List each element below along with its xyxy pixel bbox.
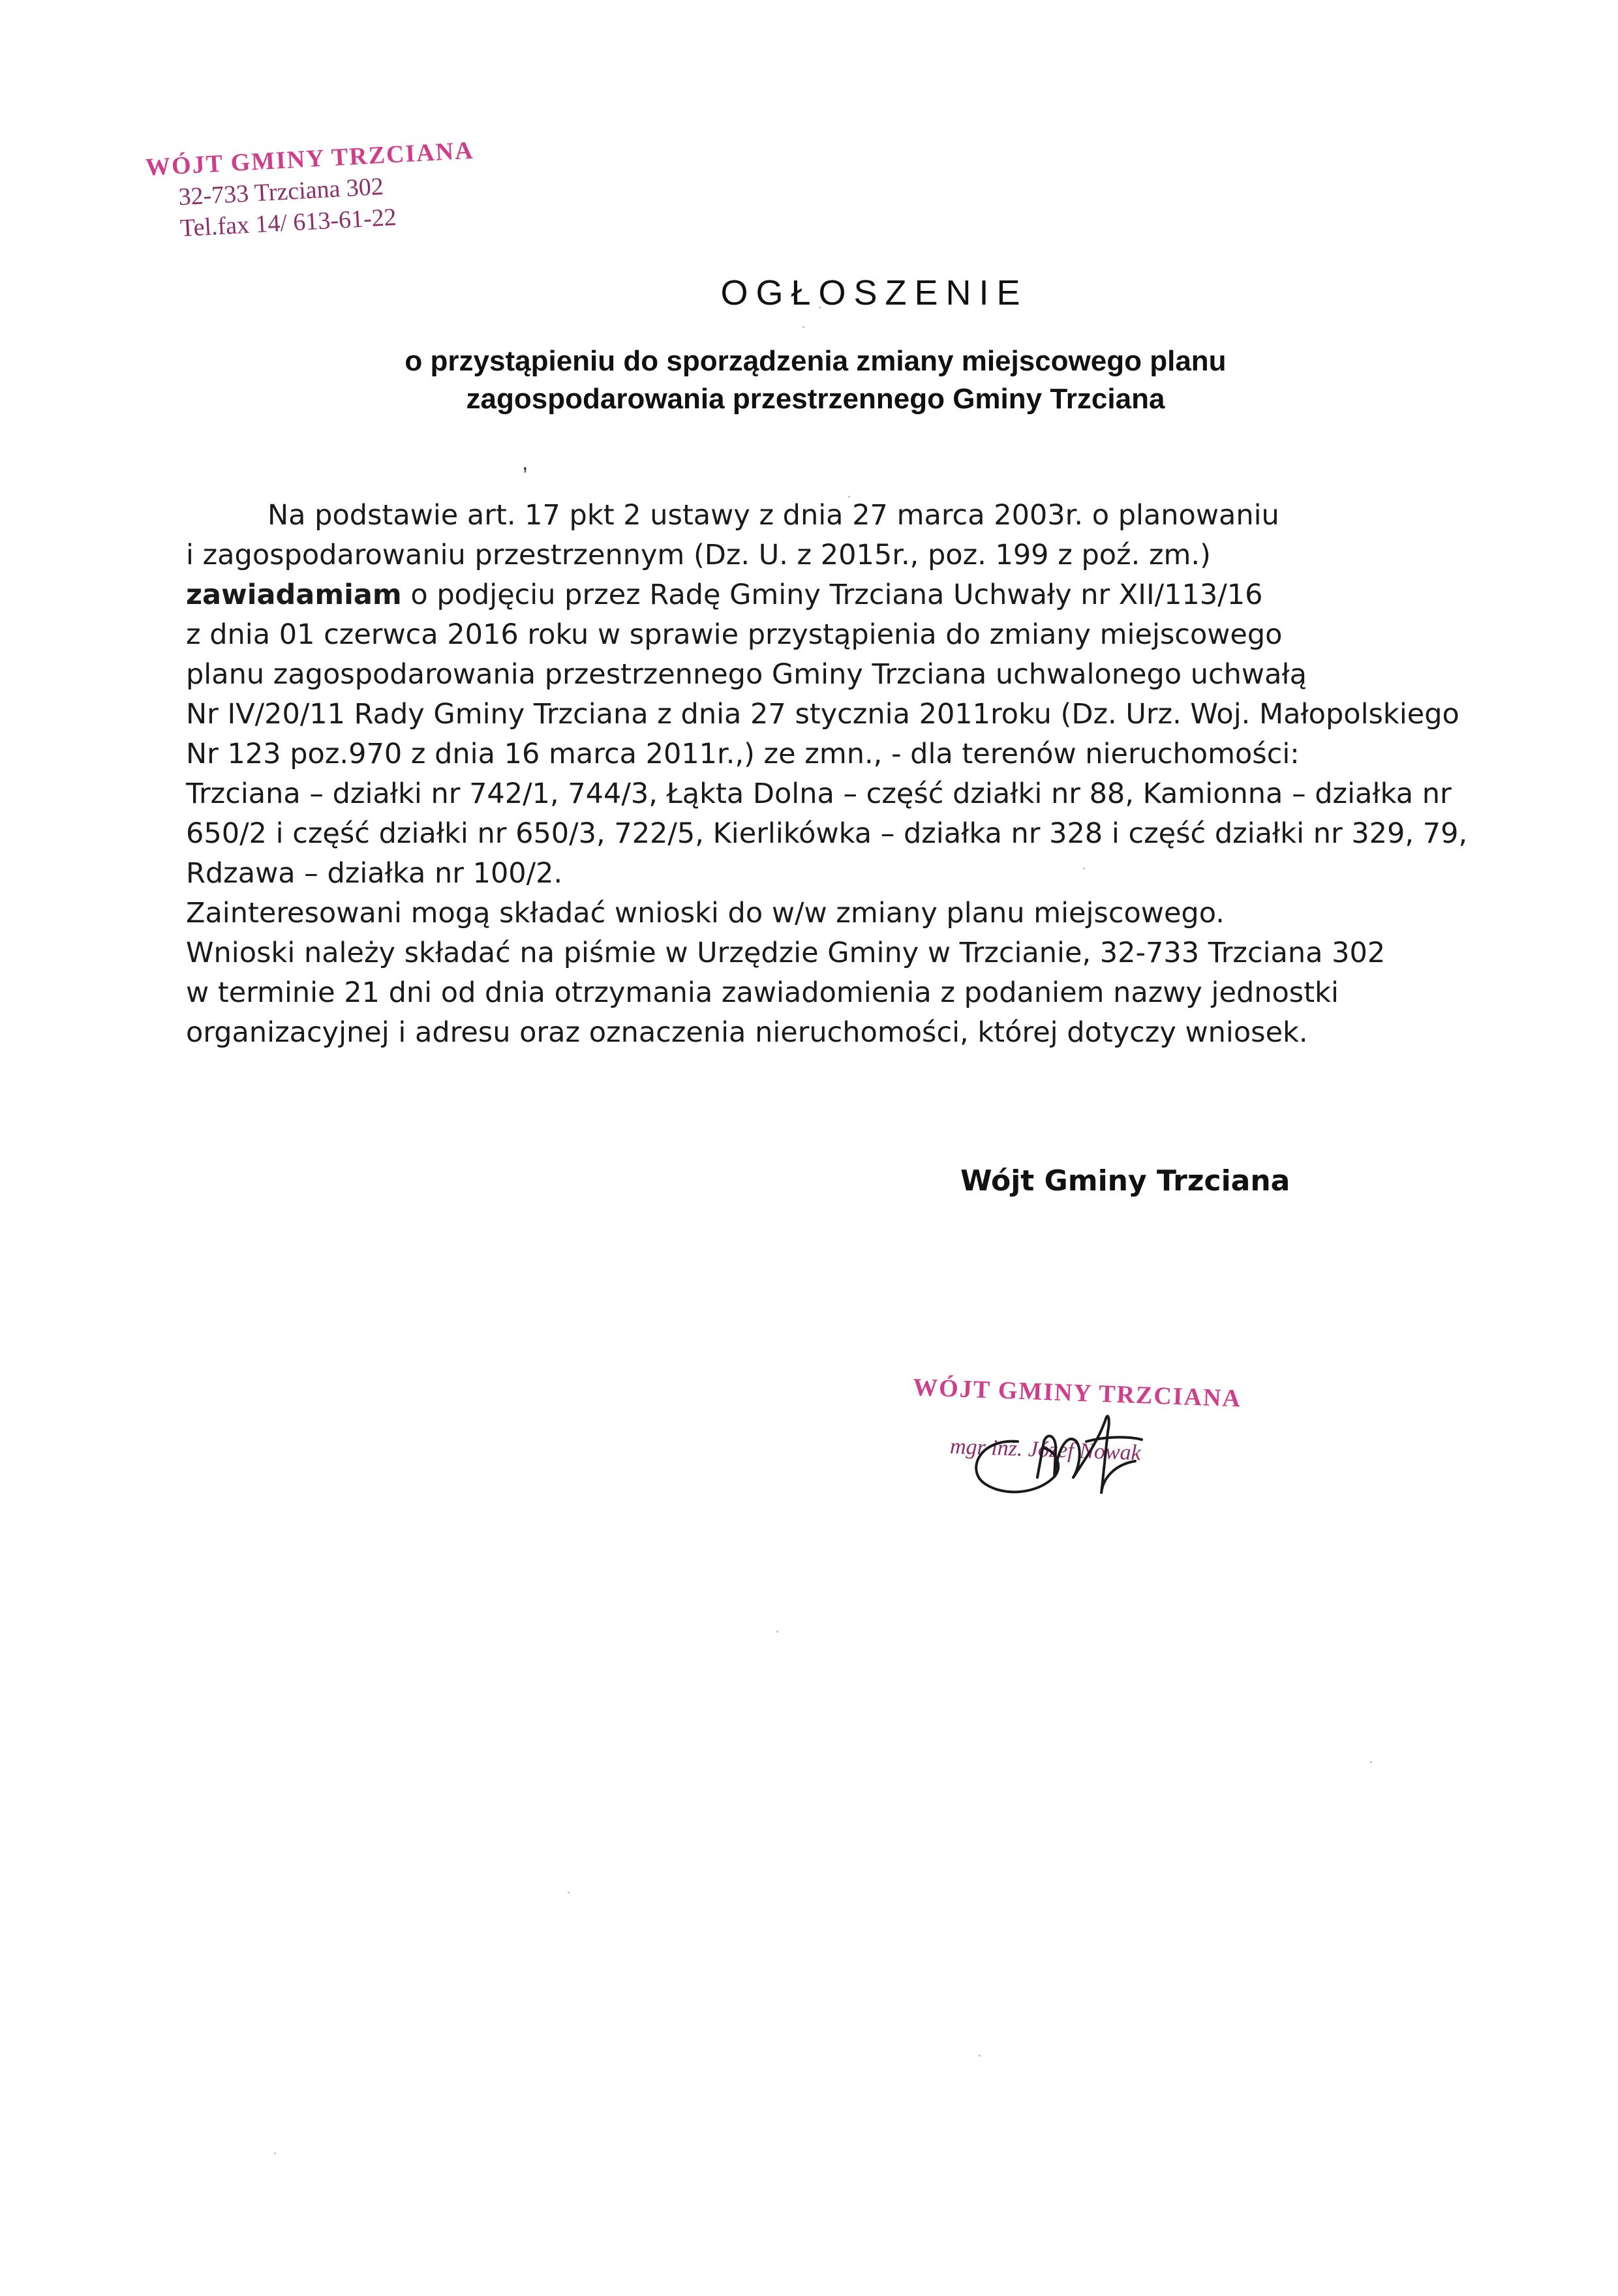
signature-stamp-title: WÓJT GMINY TRZCIANA: [912, 1373, 1242, 1413]
body-line: organizacyjnej i adresu oraz oznaczenia nieruchomości, której dotyczy wniosek.: [186, 1016, 1308, 1049]
body-line: Zainteresowani mogą składać wnioski do w/w zmiany planu miejscowego.: [186, 897, 1225, 929]
office-stamp-phone: Tel.fax 14/ 613-61-22: [179, 203, 397, 243]
body-line-rest: o podjęciu przez Radę Gminy Trzciana Uchwały nr XII/113/16: [401, 579, 1263, 611]
announcement-body: [186, 496, 1504, 1053]
stray-mark: ,: [522, 450, 528, 475]
handwritten-signature: [939, 1380, 1161, 1523]
document-subtitle: [326, 342, 1305, 418]
body-line: 650/2 i część działki nr 650/3, 722/5, Kierlikówka – działka nr 328 i część działki nr 329, 79,: [186, 817, 1468, 850]
document-title: OGŁOSZENIE: [720, 273, 1028, 312]
scan-speck: [568, 1892, 570, 1894]
body-line: planu zagospodarowania przestrzennego Gminy Trzciana uchwalonego uchwałą: [186, 658, 1307, 691]
body-line: Nr 123 poz.970 z dnia 16 marca 2011r.,) ze zmn., - dla terenów nieruchomości:: [186, 738, 1300, 770]
body-line: i zagospodarowaniu przestrzennym (Dz. U. z 2015r., poz. 199 z poź. zm.): [186, 539, 1211, 571]
signatory-title: Wójt Gminy Trzciana: [960, 1164, 1290, 1198]
subtitle-line: o przystąpieniu do sporządzenia zmiany miejscowego planu: [404, 345, 1227, 377]
office-stamp-title: WÓJT GMINY TRZCIANA: [145, 136, 475, 181]
scan-speck: [802, 326, 804, 328]
body-line: [186, 575, 1504, 615]
subtitle-line: zagospodarowania przestrzennego Gminy Trzciana: [466, 383, 1165, 415]
scan-speck: [979, 2055, 981, 2057]
body-line: z dnia 01 czerwca 2016 roku w sprawie przystąpienia do zmiany miejscowego: [186, 618, 1283, 651]
scan-speck: [776, 1631, 778, 1633]
office-stamp-address: 32-733 Trzciana 302: [177, 172, 384, 211]
body-bold-word: zawiadamiam: [186, 579, 402, 611]
body-line: Rdzawa – działka nr 100/2.: [186, 857, 563, 890]
body-line: Nr IV/20/11 Rady Gminy Trzciana z dnia 27 stycznia 2011roku (Dz. Urz. Woj. Małopolskiego: [186, 698, 1459, 731]
signature-stamp-name: mgr inż. Józef Nowak: [949, 1434, 1142, 1466]
body-line: w terminie 21 dni od dnia otrzymania zawiadomienia z podaniem nazwy jednostki: [186, 976, 1339, 1009]
scan-speck: [274, 2152, 276, 2154]
body-line: Na podstawie art. 17 pkt 2 ustawy z dnia 27 marca 2003r. o planowaniu: [267, 499, 1279, 532]
body-line: Wnioski należy składać na piśmie w Urzędzie Gminy w Trzcianie, 32-733 Trzciana 302: [186, 937, 1386, 969]
body-line: Trzciana – działki nr 742/1, 744/3, Łąkta Dolna – część działki nr 88, Kamionna – działka nr: [186, 778, 1452, 810]
office-stamp: [145, 136, 478, 245]
scan-speck: [1370, 1761, 1372, 1763]
